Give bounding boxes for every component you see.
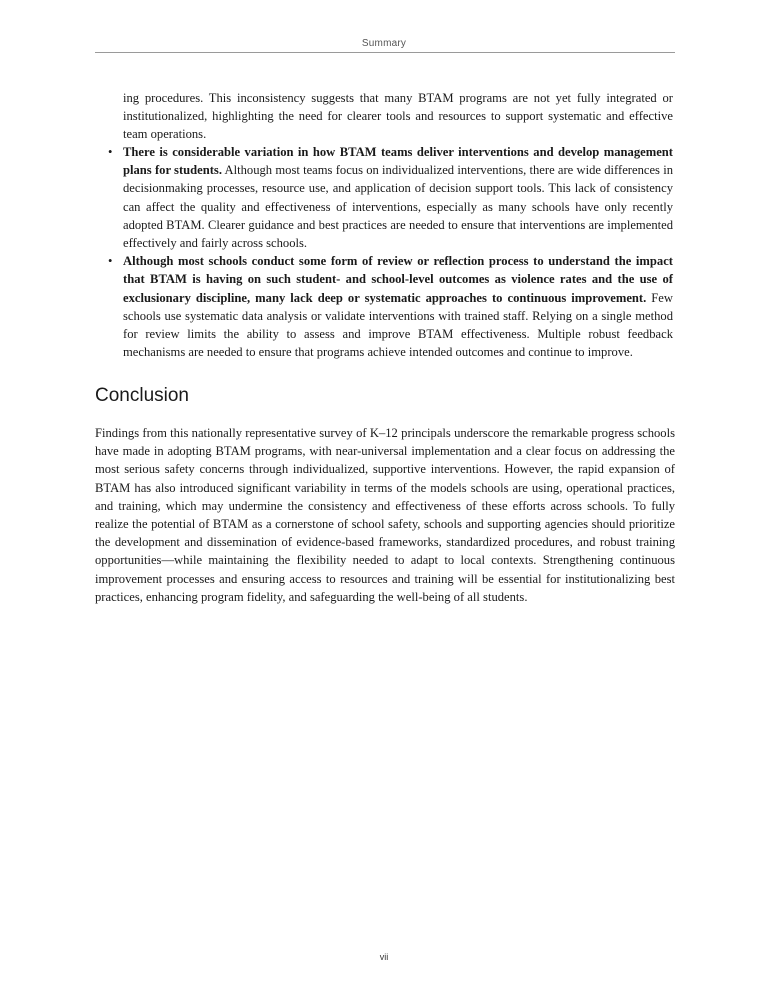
bullet-item-variation: [108, 143, 673, 252]
conclusion-paragraph: Findings from this nationally representative survey of K–12 principals underscore the remarkable progress schools have made in adopting BTAM programs, with near-universal implementation and a clear focus on addressing the most serious safety concerns through individualized, supportive interventions. However, the rapid expansion of BTAM has also introduced significant variability in terms of the models schools are using, operational practices, and training, which may undermine the consistency and effectiveness of these efforts across schools. To fully realize the potential of BTAM as a cornerstone of school safety, schools and supporting agencies should prioritize the development and dissemination of evidence-based frameworks, standardized procedures, and robust training opportunities—while maintaining the flexibility needed to adapt to local contexts. Strengthening continuous improvement processes and ensuring access to resources and training will be essential for institutionalizing best practices, enhancing program fidelity, and safeguarding the well-being of all students.: [95, 426, 675, 604]
bullet-lead-review: Although most schools conduct some form of review or reflection process to understand the impact that BTAM is having on such student- and school-level outcomes as violence rates and the use of exclusionary discipline, many lack deep or systematic approaches to continuous improvement.: [123, 254, 673, 305]
running-header: Summary: [361, 38, 407, 49]
bullet-body-variation: Although most teams focus on individualized interventions, there are wide differences in decisionmaking processes, resource use, and application of decision support tools. This lack of consistency can affect the quality and effectiveness of interventions, especially as many schools have only recently adopted BTAM. Clearer guidance and best practices are needed to ensure that interventions are implemented effectively and fairly across schools.: [123, 163, 673, 251]
header-rule: [95, 52, 675, 53]
continuation-paragraph: ing procedures. This inconsistency suggests that many BTAM programs are not yet fully integrated or institutionalized, highlighting the need for clearer tools and resources to support systematic and effective team operations.: [123, 91, 673, 142]
bullet-marker: •: [108, 145, 113, 159]
page-number: vii: [379, 952, 389, 962]
bullet-item-review: [108, 252, 673, 361]
conclusion-heading: Conclusion: [95, 385, 189, 406]
findings-bullet-list: [108, 143, 673, 361]
bullet-lead-variation: There is considerable variation in how BTAM teams deliver interventions and develop management plans for students.: [123, 145, 673, 178]
bullet-marker: •: [108, 254, 113, 269]
bullet-body-review: Few schools use systematic data analysis or validate interventions with trained staff. Relying on a single method for review limits the ability to assess and improve BTAM effectiveness. Multiple robust feedback mechanisms are needed to ensure that programs achieve intended outcomes and continue to improve.: [123, 290, 673, 360]
